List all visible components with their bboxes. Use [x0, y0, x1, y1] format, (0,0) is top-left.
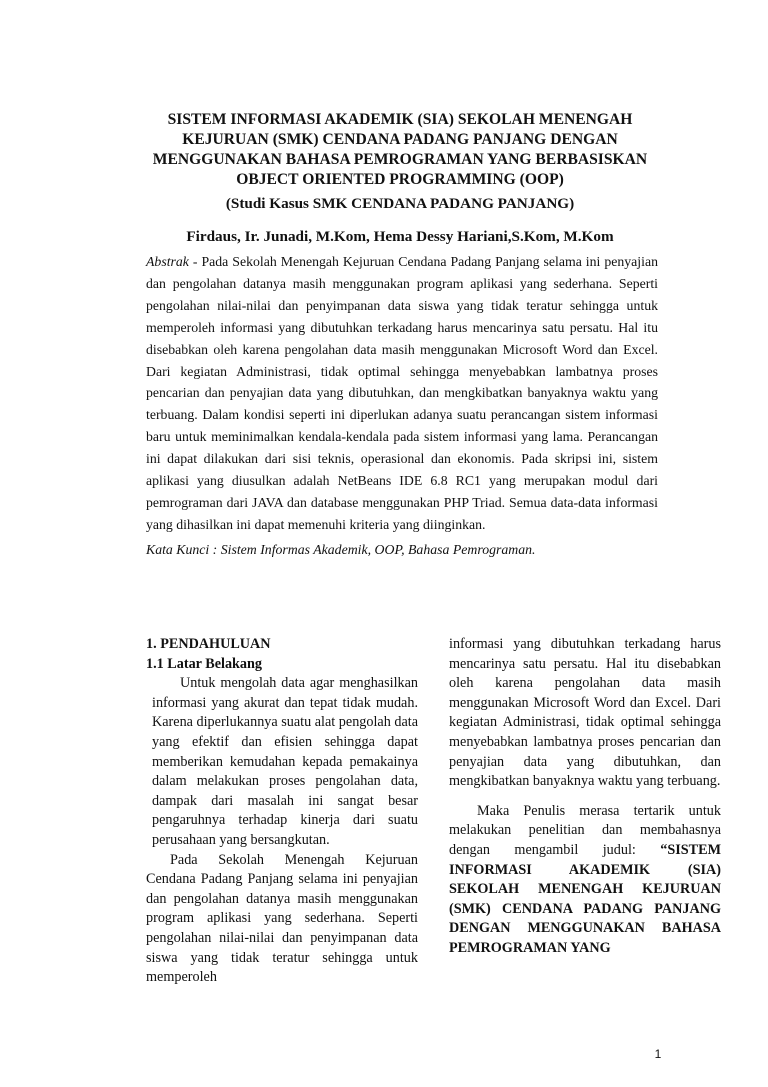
- paper-title: [140, 110, 660, 190]
- right-paragraph-2-title: “SISTEM INFORMASI AKADEMIK (SIA) SEKOLAH MENENGAH KEJURUAN (SMK) CENDANA PADANG PANJANG DENGAN MENGGUNAKAN BAHASA PEMROGRAMAN YANG: [449, 841, 721, 956]
- right-paragraph-2-plain: Maka Penulis merasa tertarik untuk melakukan penelitian dan membahasnya dengan mengambil judul:: [449, 802, 721, 858]
- page-number: 1: [654, 1047, 662, 1061]
- right-paragraph-1: informasi yang dibutuhkan terkadang harus mencarinya satu persatu. Hal itu disebabkan oleh karena pengolahan data masih menggunakan Microsoft Word dan Excel. Dari kegiatan Administrasi, tidak optimal sehingga menyebabkan lambatnya proses pencarian dan penyajian data yang dibutuhkan, dan mengkibatkan banyaknya waktu yang terbuang.: [449, 636, 721, 790]
- paragraph-gap: [449, 792, 721, 802]
- abstract-label: Abstrak: [146, 254, 189, 269]
- left-paragraph-2: Pada Sekolah Menengah Kejuruan Cendana Padang Panjang selama ini penyajian dan pengolahan datanya masih menggunakan program aplikasi yang sederhana. Seperti pengolahan nilai-nilai dan penyimpanan data siswa yang tidak teratur sehingga untuk memperoleh: [146, 851, 418, 986]
- title-line-3: MENGGUNAKAN BAHASA PEMROGRAMAN YANG BERBASISKAN: [152, 151, 648, 168]
- section-heading: 1. PENDAHULUAN: [146, 636, 271, 652]
- right-column: [449, 635, 721, 959]
- subsection-heading: 1.1 Latar Belakang: [146, 655, 263, 672]
- right-paragraph-2: [449, 802, 721, 959]
- title-line-4: OBJECT ORIENTED PROGRAMMING (OOP): [236, 171, 564, 188]
- left-paragraph-1: Untuk mengolah data agar menghasilkan informasi yang akurat dan tepat tidak mudah. Karena diperlukannya suatu alat pengolah data yang efektif dan efisien sehingga dapat memberikan kemudahan kepada pemakainya dalam melakukan proses pengolahan data, dampak dari masalah ini sangat besar pengaruhnya terhadap kinerja dari suatu perusahaan yang bersangkutan.: [152, 675, 418, 848]
- keywords: Kata Kunci : Sistem Informas Akademik, OOP, Bahasa Pemrograman.: [146, 542, 536, 557]
- abstract: [146, 251, 658, 536]
- title-line-2: KEJURUAN (SMK) CENDANA PADANG PANJANG DENGAN: [182, 131, 618, 148]
- left-column: [146, 635, 418, 988]
- title-line-1: SISTEM INFORMASI AKADEMIK (SIA) SEKOLAH MENENGAH: [167, 111, 633, 128]
- abstract-text: - Pada Sekolah Menengah Kejuruan Cendana Padang Panjang selama ini penyajian dan pengolahan datanya masih menggunakan program aplikasi yang sederhana. Seperti pengolahan nilai-nilai dan penyimpanan data siswa yang tidak teratur sehingga untuk memperoleh informasi yang dibutuhkan terkadang harus mencarinya satu persatu. Hal itu disebabkan oleh karena pengolahan data masih menggunakan Microsoft Word dan Excel. Dari kegiatan Administrasi, tidak optimal sehingga menyebabkan lambatnya proses pencarian dan penyajian data yang dibutuhkan, dan mengkibatkan banyaknya waktu yang terbuang. Dalam kondisi seperti ini diperlukan adanya suatu perancangan sistem informasi baru untuk meminimalkan kendala-kendala pada sistem informasi yang lama. Perancangan ini dapat dilakukan dari sisi teknis, operasional dan ekonomis. Pada skripsi ini, sistem aplikasi yang diusulkan adalah NetBeans IDE 6.8 RC1 yang merupakan modul dari pemrograman dari JAVA dan database menggunakan PHP Triad. Semua data-data informasi yang dihasilkan ini dapat memenuhi kriteria yang diinginkan.: [146, 254, 658, 532]
- case-study-subtitle: (Studi Kasus SMK CENDANA PADANG PANJANG): [225, 195, 575, 212]
- authors: Firdaus, Ir. Junadi, M.Kom, Hema Dessy Hariani,S.Kom, M.Kom: [186, 228, 614, 245]
